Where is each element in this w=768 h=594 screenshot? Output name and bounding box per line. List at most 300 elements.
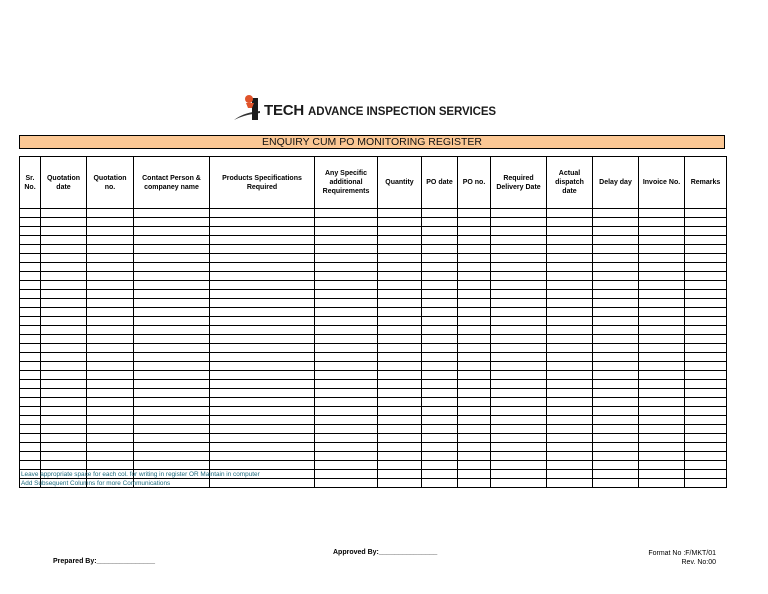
table-cell (87, 209, 134, 218)
table-cell (41, 308, 87, 317)
table-cell (20, 344, 41, 353)
table-cell (639, 479, 685, 488)
table-cell (422, 479, 458, 488)
table-cell (20, 380, 41, 389)
table-cell (210, 218, 315, 227)
table-cell (41, 218, 87, 227)
table-cell (685, 389, 727, 398)
table-cell (639, 245, 685, 254)
table-row (20, 434, 727, 443)
table-cell (593, 227, 639, 236)
table-cell (134, 236, 210, 245)
table-cell (315, 470, 378, 479)
table-cell (20, 272, 41, 281)
table-cell (593, 299, 639, 308)
table-cell (685, 281, 727, 290)
table-cell (422, 434, 458, 443)
table-cell (315, 425, 378, 434)
table-cell (378, 236, 422, 245)
table-cell (210, 281, 315, 290)
table-cell (87, 371, 134, 380)
table-row (20, 245, 727, 254)
column-header: PO date (422, 157, 458, 209)
register-title: ENQUIRY CUM PO MONITORING REGISTER (19, 135, 725, 149)
table-cell (315, 326, 378, 335)
table-cell (315, 218, 378, 227)
table-cell (491, 281, 547, 290)
table-cell (458, 470, 491, 479)
table-cell (87, 362, 134, 371)
table-cell (491, 398, 547, 407)
table-cell (315, 272, 378, 281)
brand-name: TECH (264, 101, 305, 119)
table-cell (422, 407, 458, 416)
table-cell (547, 407, 593, 416)
table-cell (134, 245, 210, 254)
table-cell (134, 308, 210, 317)
table-cell (87, 263, 134, 272)
table-cell (639, 236, 685, 245)
table-cell (639, 326, 685, 335)
table-cell (685, 479, 727, 488)
table-cell (134, 362, 210, 371)
table-cell (639, 263, 685, 272)
table-cell (593, 218, 639, 227)
table-cell (41, 299, 87, 308)
table-cell (491, 425, 547, 434)
table-row (20, 380, 727, 389)
table-cell (41, 281, 87, 290)
table-cell (422, 335, 458, 344)
table-cell (422, 218, 458, 227)
table-cell (491, 308, 547, 317)
table-cell (210, 443, 315, 452)
table-cell (315, 398, 378, 407)
table-row (20, 308, 727, 317)
table-cell (547, 290, 593, 299)
table-cell (491, 218, 547, 227)
table-cell (547, 362, 593, 371)
table-cell (547, 308, 593, 317)
table-cell (210, 434, 315, 443)
table-cell (378, 308, 422, 317)
table-cell (210, 326, 315, 335)
table-body (20, 209, 727, 488)
table-cell (210, 290, 315, 299)
table-cell (593, 281, 639, 290)
table-cell (87, 425, 134, 434)
table-cell (134, 335, 210, 344)
table-cell (458, 380, 491, 389)
table-cell (41, 434, 87, 443)
table-cell (315, 362, 378, 371)
table-cell (20, 416, 41, 425)
table-cell (593, 380, 639, 389)
table-cell (685, 344, 727, 353)
table-cell (378, 299, 422, 308)
table-cell (593, 416, 639, 425)
table-cell (547, 299, 593, 308)
note-line: Leave appropriate space for each col. for writing in register OR Maintain in computer (21, 471, 260, 478)
table-cell (41, 461, 87, 470)
table-cell (458, 416, 491, 425)
table-cell (41, 452, 87, 461)
table-cell (422, 236, 458, 245)
table-cell (458, 317, 491, 326)
table-cell (422, 326, 458, 335)
table-cell (315, 236, 378, 245)
table-cell (134, 452, 210, 461)
table-cell (685, 227, 727, 236)
table-row (20, 344, 727, 353)
format-no: Format No :F/MKT/01 (648, 550, 716, 557)
table-row (20, 425, 727, 434)
table-cell (378, 443, 422, 452)
brand-subtitle: ADVANCE INSPECTION SERVICES (308, 105, 496, 118)
table-row (20, 443, 727, 452)
table-cell (458, 281, 491, 290)
table-cell (639, 227, 685, 236)
table-row (20, 452, 727, 461)
table-cell (491, 272, 547, 281)
table-cell (593, 335, 639, 344)
column-header: Required Delivery Date (491, 157, 547, 209)
table-cell (41, 398, 87, 407)
table-cell (458, 236, 491, 245)
table-cell (491, 209, 547, 218)
table-cell (547, 371, 593, 380)
table-cell (210, 299, 315, 308)
table-cell (458, 254, 491, 263)
table-cell (685, 353, 727, 362)
table-cell (593, 272, 639, 281)
table-cell (422, 263, 458, 272)
table-cell (491, 254, 547, 263)
table-cell (593, 443, 639, 452)
table-cell (315, 389, 378, 398)
table-cell (378, 263, 422, 272)
table-row (20, 389, 727, 398)
table-cell (20, 398, 41, 407)
table-cell (422, 299, 458, 308)
table-cell (41, 236, 87, 245)
table-cell (378, 290, 422, 299)
column-header: Products Specifications Required (210, 157, 315, 209)
table-cell (315, 281, 378, 290)
table-cell (210, 335, 315, 344)
table-cell (41, 209, 87, 218)
table-cell (41, 254, 87, 263)
table-cell (458, 434, 491, 443)
table-cell (422, 362, 458, 371)
table-cell (20, 326, 41, 335)
table-cell (41, 425, 87, 434)
table-cell (458, 443, 491, 452)
table-cell (87, 236, 134, 245)
table-cell (685, 362, 727, 371)
table-cell (210, 344, 315, 353)
table-cell (639, 218, 685, 227)
table-cell (458, 407, 491, 416)
table-cell (639, 335, 685, 344)
table-cell (639, 281, 685, 290)
table-cell (547, 209, 593, 218)
table-cell (491, 434, 547, 443)
table-cell (378, 362, 422, 371)
table-cell (134, 290, 210, 299)
table-cell (458, 371, 491, 380)
table-row (20, 227, 727, 236)
table-cell (685, 290, 727, 299)
table-cell (491, 371, 547, 380)
table-cell (378, 461, 422, 470)
table-row (20, 299, 727, 308)
table-cell (20, 317, 41, 326)
table-cell (422, 416, 458, 425)
column-header: Contact Person & companey name (134, 157, 210, 209)
table-cell (315, 416, 378, 425)
table-cell (422, 227, 458, 236)
table-cell (378, 245, 422, 254)
notes (21, 470, 260, 488)
table-cell (210, 380, 315, 389)
table-cell (639, 416, 685, 425)
table-row (20, 218, 727, 227)
table-cell (593, 389, 639, 398)
table-cell (491, 443, 547, 452)
table-cell (20, 434, 41, 443)
table-cell (491, 326, 547, 335)
table-cell (87, 335, 134, 344)
table-cell (20, 281, 41, 290)
table-cell (593, 344, 639, 353)
table-cell (547, 281, 593, 290)
note-line: Add Subsequent Columns for more Communications (21, 480, 171, 487)
table-cell (210, 416, 315, 425)
table-cell (315, 254, 378, 263)
rev-no: Rev. No:00 (681, 559, 716, 566)
table-cell (491, 380, 547, 389)
table-cell (134, 425, 210, 434)
table-row (20, 209, 727, 218)
table-cell (41, 290, 87, 299)
table-cell (20, 263, 41, 272)
table-cell (87, 317, 134, 326)
table-cell (41, 317, 87, 326)
table-cell (547, 416, 593, 425)
table-cell (491, 344, 547, 353)
table-cell (458, 353, 491, 362)
table-cell (491, 452, 547, 461)
table-row (20, 335, 727, 344)
table-cell (491, 236, 547, 245)
table-row (20, 353, 727, 362)
table-cell (547, 425, 593, 434)
register-table (19, 156, 727, 488)
table-cell (491, 407, 547, 416)
prepared-by: Prepared By:_______________ (53, 558, 155, 565)
table-cell (20, 236, 41, 245)
table-cell (458, 227, 491, 236)
table-cell (593, 452, 639, 461)
column-header: Any Specific additional Requirements (315, 157, 378, 209)
table-cell (378, 371, 422, 380)
table-cell (315, 209, 378, 218)
table-cell (41, 416, 87, 425)
table-row (20, 398, 727, 407)
column-header: Actual dispatch date (547, 157, 593, 209)
table-cell (378, 344, 422, 353)
table-cell (491, 362, 547, 371)
table-cell (210, 452, 315, 461)
table-cell (134, 254, 210, 263)
table-cell (458, 335, 491, 344)
table-cell (685, 425, 727, 434)
table-cell (315, 245, 378, 254)
table-cell (134, 434, 210, 443)
table-cell (378, 389, 422, 398)
table-cell (20, 443, 41, 452)
table-cell (491, 227, 547, 236)
table-cell (422, 353, 458, 362)
table-row (20, 326, 727, 335)
table-row (20, 290, 727, 299)
table-cell (547, 353, 593, 362)
table-cell (210, 263, 315, 272)
table-cell (593, 308, 639, 317)
table-cell (20, 308, 41, 317)
table-cell (458, 425, 491, 434)
table-cell (315, 263, 378, 272)
table-row (20, 263, 727, 272)
table-cell (685, 317, 727, 326)
table-cell (547, 254, 593, 263)
table-cell (20, 245, 41, 254)
table-cell (593, 209, 639, 218)
table-cell (315, 479, 378, 488)
table-cell (491, 245, 547, 254)
table-cell (134, 299, 210, 308)
logo-emblem-icon (232, 94, 262, 126)
table-cell (134, 272, 210, 281)
table-cell (593, 407, 639, 416)
table-cell (134, 317, 210, 326)
table-cell (685, 371, 727, 380)
table-cell (685, 461, 727, 470)
table-cell (378, 209, 422, 218)
table-cell (422, 317, 458, 326)
table-cell (134, 416, 210, 425)
table-cell (210, 272, 315, 281)
table-cell (491, 335, 547, 344)
table-cell (685, 443, 727, 452)
table-cell (547, 326, 593, 335)
table-row (20, 416, 727, 425)
table-cell (458, 326, 491, 335)
table-cell (639, 425, 685, 434)
table-cell (378, 218, 422, 227)
table-cell (315, 434, 378, 443)
table-cell (593, 245, 639, 254)
table-cell (210, 317, 315, 326)
table-cell (20, 362, 41, 371)
table-cell (422, 398, 458, 407)
table-cell (685, 416, 727, 425)
table-cell (210, 371, 315, 380)
table-cell (593, 398, 639, 407)
table-header-row (20, 157, 727, 209)
format-info (648, 549, 716, 567)
table-cell (639, 308, 685, 317)
table-cell (593, 326, 639, 335)
table-cell (547, 236, 593, 245)
table-cell (491, 317, 547, 326)
table-cell (685, 236, 727, 245)
table-cell (639, 434, 685, 443)
column-header: Quotation no. (87, 157, 134, 209)
table-cell (87, 344, 134, 353)
table-cell (134, 407, 210, 416)
table-row (20, 317, 727, 326)
table-cell (210, 398, 315, 407)
table-cell (20, 209, 41, 218)
table-cell (458, 272, 491, 281)
table-cell (210, 236, 315, 245)
table-cell (315, 380, 378, 389)
table-cell (491, 416, 547, 425)
table-cell (547, 317, 593, 326)
table-cell (210, 227, 315, 236)
table-cell (593, 236, 639, 245)
table-cell (315, 461, 378, 470)
table-cell (422, 380, 458, 389)
table-cell (87, 218, 134, 227)
table-cell (315, 227, 378, 236)
table-cell (458, 398, 491, 407)
table-cell (378, 425, 422, 434)
table-cell (593, 479, 639, 488)
table-row (20, 371, 727, 380)
table-cell (210, 254, 315, 263)
table-cell (20, 299, 41, 308)
table-cell (315, 371, 378, 380)
table-row (20, 254, 727, 263)
table-cell (41, 362, 87, 371)
table-cell (685, 299, 727, 308)
table-cell (134, 227, 210, 236)
table-cell (458, 245, 491, 254)
table-cell (41, 389, 87, 398)
table-cell (547, 470, 593, 479)
table-cell (87, 254, 134, 263)
table-cell (685, 272, 727, 281)
table-row (20, 236, 727, 245)
table-cell (134, 263, 210, 272)
table-cell (315, 290, 378, 299)
table-cell (639, 398, 685, 407)
table-cell (315, 353, 378, 362)
table-cell (315, 407, 378, 416)
table-cell (378, 227, 422, 236)
table-cell (458, 263, 491, 272)
table-cell (378, 398, 422, 407)
table-cell (547, 434, 593, 443)
table-cell (41, 380, 87, 389)
table-cell (134, 281, 210, 290)
table-cell (134, 380, 210, 389)
table-cell (639, 272, 685, 281)
table-cell (134, 398, 210, 407)
